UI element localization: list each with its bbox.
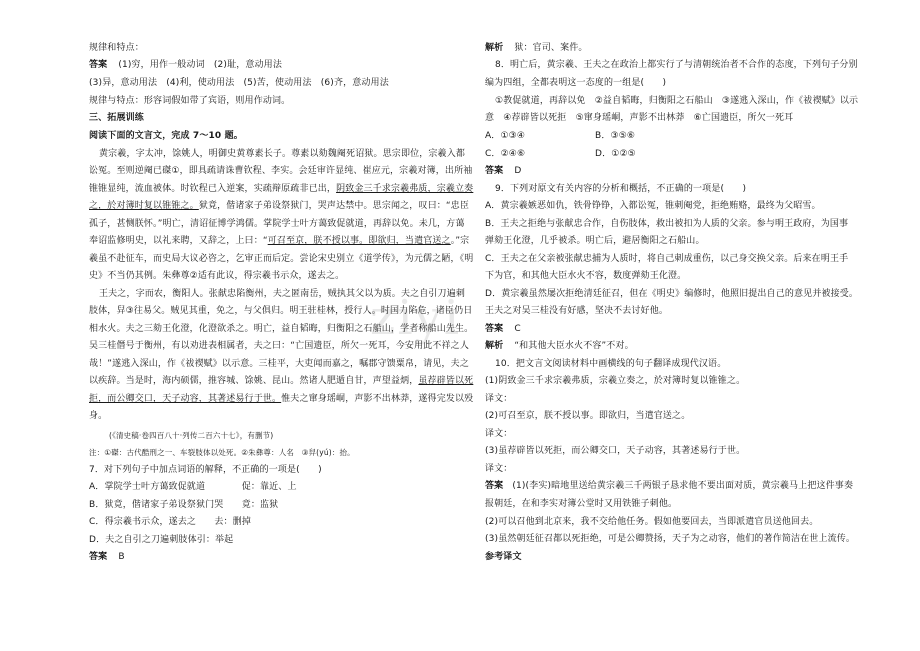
answer-label: 答案	[485, 166, 504, 176]
passage-line	[89, 236, 469, 247]
passage-line	[89, 376, 473, 387]
option-a: A．黄宗羲嫉恶如仇，铁骨铮铮，入都讼冤，锥刺阉党，拒绝贿赂，最终为父昭雪。	[485, 201, 821, 211]
passage-line: 孤子，甚恻朕怀。”明亡，清诏征博学鸿儒。掌院学士叶方蔼致促就道，再辞以免。未几，方蔼	[89, 219, 465, 229]
option-d: D．夫之自引之刀遍刺肢体引：举起	[89, 535, 234, 545]
passage-line	[89, 201, 469, 212]
passage-segment: 狱竟，偕诸家子弟设祭狱门，哭声达禁中。思宗闻之，叹曰：“忠臣	[198, 201, 469, 211]
passage-line	[89, 394, 473, 405]
underlined-sentence-3: 虽荐辟皆以死	[418, 376, 474, 386]
translation-label: 译文：	[485, 429, 513, 439]
answer-line	[89, 60, 282, 71]
answer-label: 答案	[89, 60, 108, 70]
analysis-text: 狱：官司、案件。	[514, 43, 588, 53]
instruction-line: 阅读下面的文言文，完成 7～10 题。	[89, 131, 243, 141]
passage-line: 哉！”遂逃入深山，作《祓禊赋》以示意。三桂平，大吏闻而嘉之，嘱郡守馈粟帛，请见，夫之	[89, 359, 469, 369]
analysis-line	[485, 43, 588, 54]
option-d: D．①②⑤	[595, 149, 636, 159]
passage-segment: 惟夫之窜身瑶峒，声影不出林莽，遂得完发以殁	[281, 394, 474, 404]
reference-translation-heading: 参考译文	[485, 552, 522, 562]
q8-statements: 意 ④荐辟皆以死拒 ⑤窜身瑶峒，声影不出林莽 ⑥亡国遗臣，所欠一死耳	[485, 113, 794, 123]
passage-line: 肢体，舁③往易父。贼见其重，免之，与父俱归。明王驻桂林，授行人。时国力陷危，诸臣仍日	[89, 306, 473, 316]
translation-label: 译文：	[485, 394, 513, 404]
underlined-sentence-1-cont: 之，於对簿时复以锥锥之。	[89, 201, 199, 211]
q8-options-row	[485, 149, 636, 160]
q8-options-row	[485, 131, 635, 142]
answer-cont: 报朝廷，在和李实对簿公堂时又用铁锥子刺他。	[485, 499, 678, 509]
passage-line: 王夫之，字而农，衡阳人。张献忠陷衡州，夫之匿南岳，贼执其父以为质。夫之自引刀遍刺	[99, 289, 466, 299]
analysis-line	[485, 341, 634, 352]
passage-segment: 。”宗	[450, 236, 470, 246]
answer-label: 答案	[89, 552, 108, 562]
passage-segment: 锥锥显纯，流血被体。时钦程已入逆案，实疏辩原疏非已出，	[89, 184, 337, 194]
option-d-cont: 王夫之对吴三桂没有好感，坚决不去讨好他。	[485, 306, 669, 316]
option-b: B．狱竟，偕诸家子弟设祭狱门哭 竟：监狱	[89, 500, 279, 510]
text-line: 规律和特点：	[89, 43, 144, 53]
analysis-label: 解析	[485, 341, 504, 351]
translation-label: 译文：	[485, 464, 513, 474]
passage-line: 史》不当仍其例。朱彝尊②适有此议，得宗羲书示众，遂去之。	[89, 271, 345, 281]
underlined-sentence-1: 阴致金三千求宗羲弗质，宗羲立奏	[336, 184, 474, 194]
q8-statements: ①教促就道，再辞以免 ②益自韬晦，归衡阳之石船山 ③遂逃入深山，作《祓禊赋》以示	[495, 96, 859, 106]
analysis-text: “和其他大臣水火不容”不对。	[514, 341, 634, 351]
answer-line	[485, 481, 853, 492]
answer-label: 答案	[485, 324, 504, 334]
answer-label: 答案	[485, 481, 504, 491]
option-a: A．①③④	[485, 131, 526, 141]
answer-line	[89, 552, 125, 563]
passage-line: 羲虽不赴征车，而史局大议必咨之，乞审正而后定。尝论宋史别立《道学传》，为元儒之陋，《明	[89, 254, 474, 264]
text-line: (3)异，意动用法 (4)利，使动用法 (5)苦，使动用法 (6)齐，意动用法	[89, 78, 389, 88]
option-c-cont: 下为官，和其他大臣水火不容，数度弹劾王化澄。	[485, 271, 687, 281]
sentence-3: (3)虽荐辟皆以死拒，而公卿交口，天子动容，其著述易行于世。	[485, 446, 746, 456]
option-b-cont: 弹劾王化澄，几乎被杀。明亡后，避居衡阳之石船山。	[485, 236, 705, 246]
option-c: C．得宗羲书示众，遂去之 去：删掉	[89, 517, 251, 527]
question-8-cont: 编为四组，全都表明这一态度的一组是( )	[485, 78, 667, 88]
option-c: C．②④⑥	[485, 149, 526, 159]
question-8: 8．明亡后，黄宗羲、王夫之在政治上都实行了与清朝统治者不合作的态度，下列句子分别	[495, 60, 858, 70]
passage-line: 吴三桂僭号于衡州，有以劝进表相属者，夫之曰：“亡国遗臣，所欠一死耳，今安用此不祥之人	[89, 341, 469, 351]
option-d: D．黄宗羲虽然屡次拒绝清廷征召，但在《明史》编修时，他照旧提出自己的意见并被接受。	[485, 289, 859, 299]
sentence-2: (2)可召至京，朕不授以事。即欲归，当遣官送之。	[485, 411, 691, 421]
answer-text: (1)(李实)暗地里送给黄宗羲三千两银子恳求他不要出面对质，黄宗羲马上把这件事奏	[512, 481, 854, 491]
passage-line: 黄宗羲，字太冲，馀姚人，明御史黄尊素长子。尊素以劾魏阉死诏狱。思宗即位，宗羲入都	[99, 149, 466, 159]
passage-segment: 奉诏监修明史，以礼来聘，又辞之，上曰：“	[89, 236, 268, 246]
answer-2: (2)可以召他到北京来，我不交给他任务。假如他要回去，当即派遣官员送他回去。	[485, 517, 819, 527]
answer-line	[485, 324, 521, 335]
source-citation: (《清史稿·卷四百八十·列传二百六十七》，有删节)	[109, 431, 274, 440]
question-9: 9．下列对原文有关内容的分析和概括，不正确的一项是( )	[495, 184, 747, 194]
passage-line: 相水火。夫之三劾王化澄，化澄欲杀之。明亡，益自韬晦，归衡阳之石船山，学者称船山先生。	[89, 324, 474, 334]
analysis-label: 解析	[485, 43, 504, 53]
sentence-1: (1)阴致金三千求宗羲弗质，宗羲立奏之，於对簿时复以锥锥之。	[485, 376, 746, 386]
text-line: 规律与特点：形容词假如带了宾语，则用作动词。	[89, 96, 291, 106]
answer-text: (1)穷，用作一般动词 (2)耻，意动用法	[118, 60, 282, 70]
section-heading: 三、拓展训练	[89, 113, 144, 123]
option-c: C．王夫之在父亲被张献忠捕为人质时，将自己刺成重伤，以己身交换父亲。后来在明王手	[485, 254, 849, 264]
answer-text: D	[514, 166, 522, 176]
underlined-sentence-2: 可召至京，朕不授以事。即欲归，当遣官送之	[267, 236, 451, 246]
option-b: B．王夫之拒绝与张献忠合作，自伤肢体，救出被扣为人质的父亲。参与明王政府，为国事	[485, 219, 849, 229]
passage-segment: 以疾辞。当是时，海内硕儒，推容城、馀姚、昆山。然诸人肥遁自甘，声望益炳，	[89, 376, 419, 386]
option-a: A．掌院学士叶方蔼致促就道 促：靠近、上	[89, 482, 297, 492]
answer-text: C	[514, 324, 521, 334]
option-b: B．③⑤⑥	[595, 131, 636, 141]
footnote: 注：①磔：古代酷刑之一、车裂肢体以处死。②朱彝尊：人名 ③舁(yú)：抬。	[89, 448, 355, 457]
answer-3: (3)虽然朝廷征召都以死拒绝，可是公卿赞扬，天子为之动容，他们的著作简洁在世上流传。	[485, 534, 856, 544]
answer-text: B	[118, 552, 125, 562]
passage-line	[89, 184, 473, 195]
watermark: ziyi	[370, 290, 462, 346]
underlined-sentence-3-cont: 拒，而公卿交口，天子动容，其著述易行于世。	[89, 394, 282, 404]
passage-line: 身。	[89, 411, 108, 421]
answer-line	[485, 166, 521, 177]
question-7: 7．对下列句子中加点词语的解释，不正确的一项是( )	[89, 465, 322, 475]
passage-line: 讼冤。至则逆阉已磔①，即具疏请诛曹钦程、李实。会廷审许显纯、崔应元，宗羲对簿，出所袖	[89, 166, 473, 176]
question-10: 10．把文言文阅读材料中画横线的句子翻译成现代汉语。	[495, 359, 727, 369]
